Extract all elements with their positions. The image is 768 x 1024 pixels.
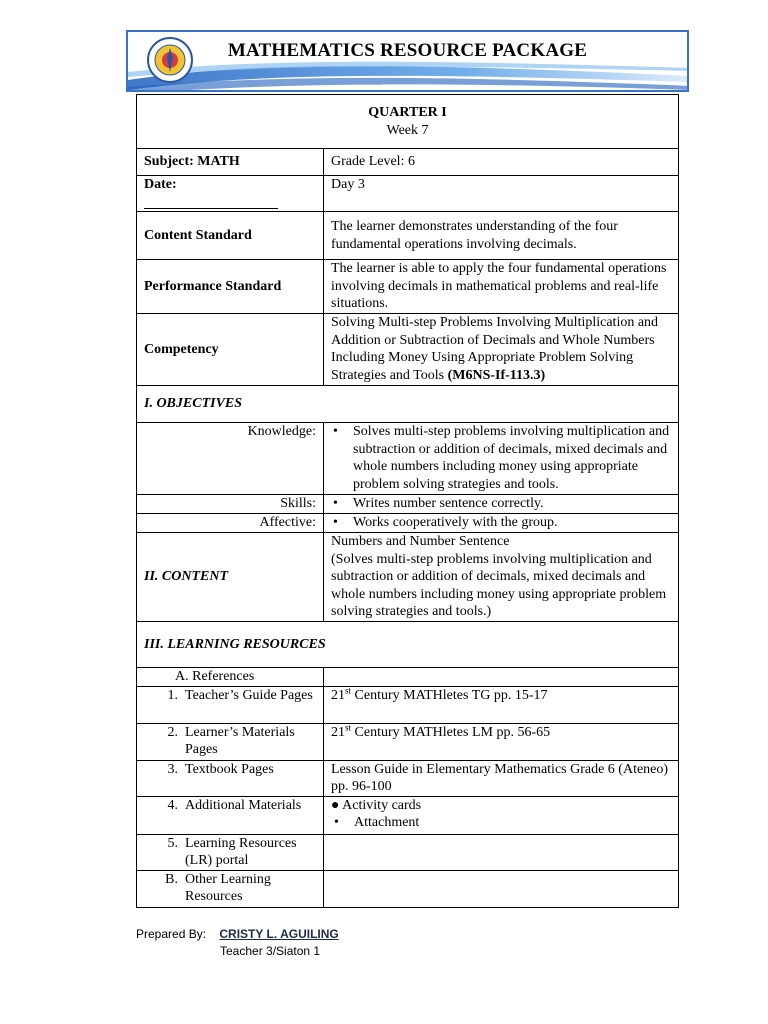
reference-label: Learner’s Materials Pages <box>185 724 295 757</box>
content-detail: (Solves multi-step problems involving multiplication and subtraction or addition of decimals, mixed decimals and whole numbers including money using appropriate problem solving strategies and tools.) <box>331 551 667 619</box>
ordinal-suffix: st <box>345 684 352 695</box>
additional-material-2: • Attachment <box>354 814 671 832</box>
subject-row <box>137 149 679 176</box>
other-resources-number: B. <box>165 871 178 887</box>
reference-value <box>324 834 679 870</box>
skills-text: • Writes number sentence correctly. <box>353 495 671 513</box>
reference-label: Learning Resources (LR) portal <box>185 835 297 868</box>
reference-row <box>137 686 679 723</box>
content-title: Numbers and Number Sentence <box>331 534 510 549</box>
content-heading: II. CONTENT <box>137 533 324 622</box>
performance-standard-row <box>137 260 679 314</box>
reference-number: 2. <box>167 724 178 740</box>
additional-material-1: ● Activity cards <box>331 797 422 813</box>
content-cell <box>324 533 679 622</box>
content-standard-label: Content Standard <box>137 212 324 260</box>
references-label: A. References <box>137 668 324 687</box>
knowledge-cell <box>324 423 679 495</box>
reference-row <box>137 723 679 760</box>
reference-label: Teacher’s Guide Pages <box>185 687 313 703</box>
affective-label: Affective: <box>137 514 324 533</box>
competency-cell <box>324 314 679 386</box>
reference-value: Lesson Guide in Elementary Mathematics Grade 6 (Ateneo) pp. 96-100 <box>324 760 679 796</box>
quarter-week: Week 7 <box>386 122 429 138</box>
reference-label: Additional Materials <box>185 797 302 813</box>
affective-text: • Works cooperatively with the group. <box>353 514 671 532</box>
performance-standard-text: The learner is able to apply the four fundamental operations involving decimals in mathematical problems and real-life situations. <box>324 260 679 314</box>
reference-number: 5. <box>167 835 178 851</box>
competency-label: Competency <box>137 314 324 386</box>
other-resources-label: Other Learning Resources <box>185 871 271 904</box>
reference-label-cell <box>137 686 324 723</box>
reference-row <box>137 834 679 870</box>
prepared-by-footer <box>136 926 339 960</box>
resources-heading: III. LEARNING RESOURCES <box>137 622 679 668</box>
other-resources-cell <box>137 870 324 907</box>
ordinal-number: 21 <box>331 724 345 740</box>
ordinal-suffix: st <box>345 721 352 732</box>
knowledge-text: • Solves multi-step problems involving multiplication and subtraction or addition of decimals, mixed decimals and whole numbers including money using appropriate problem solving strategies and tools. <box>353 423 671 493</box>
skills-label: Skills: <box>137 495 324 514</box>
resources-heading-row <box>137 622 679 668</box>
other-resources-row <box>137 870 679 907</box>
grade-level: Grade Level: 6 <box>324 149 679 176</box>
skills-cell <box>324 495 679 514</box>
content-standard-row <box>137 212 679 260</box>
affective-cell <box>324 514 679 533</box>
preparer-role: Teacher 3/Siaton 1 <box>220 944 321 958</box>
knowledge-label: Knowledge: <box>137 423 324 495</box>
date-label: Date: <box>144 177 177 192</box>
reference-number: 4. <box>167 797 178 813</box>
date-cell <box>137 176 324 212</box>
competency-code: (M6NS-If-113.3) <box>447 367 546 383</box>
reference-row <box>137 760 679 796</box>
quarter-title: QUARTER I <box>368 105 447 120</box>
competency-text: Solving Multi-step Problems Involving Multiplication and Addition or Subtraction of Decimals and Whole Numbers Including Money Using Appropriate Problem Solving Strategies and Tools <box>331 315 659 383</box>
date-day: Day 3 <box>324 176 679 212</box>
preparer-name: CRISTY L. AGUILING <box>219 927 339 941</box>
reference-source: Century MATHletes LM pp. 56-65 <box>351 724 551 740</box>
knowledge-row <box>137 423 679 495</box>
competency-row <box>137 314 679 386</box>
reference-source: Century MATHletes TG pp. 15-17 <box>351 687 548 703</box>
skills-row <box>137 495 679 514</box>
date-row <box>137 176 679 212</box>
objectives-heading: I. OBJECTIVES <box>137 386 679 423</box>
references-row <box>137 668 679 687</box>
reference-value <box>324 686 679 723</box>
content-row <box>137 533 679 622</box>
prepared-by-label: Prepared By: <box>136 927 207 941</box>
reference-label-cell <box>137 834 324 870</box>
reference-label-cell <box>137 760 324 796</box>
references-value <box>324 668 679 687</box>
affective-row <box>137 514 679 533</box>
objectives-heading-row <box>137 386 679 423</box>
reference-number: 3. <box>167 761 178 777</box>
reference-label: Textbook Pages <box>185 761 274 777</box>
reference-row <box>137 796 679 834</box>
lesson-plan-table <box>136 94 679 908</box>
content-standard-text: The learner demonstrates understanding of the four fundamental operations involving decimals. <box>324 212 679 260</box>
reference-number: 1. <box>167 687 178 703</box>
reference-label-cell <box>137 796 324 834</box>
quarter-cell <box>137 95 679 149</box>
performance-standard-label: Performance Standard <box>137 260 324 314</box>
quarter-row <box>137 95 679 149</box>
ordinal-number: 21 <box>331 687 345 703</box>
date-blank-line <box>144 208 278 209</box>
reference-value <box>324 796 679 834</box>
reference-label-cell <box>137 723 324 760</box>
subject-label: Subject: MATH <box>137 149 324 176</box>
page-header <box>126 30 689 92</box>
header-title: MATHEMATICS RESOURCE PACKAGE <box>227 40 588 61</box>
reference-value <box>324 723 679 760</box>
other-resources-value <box>324 870 679 907</box>
